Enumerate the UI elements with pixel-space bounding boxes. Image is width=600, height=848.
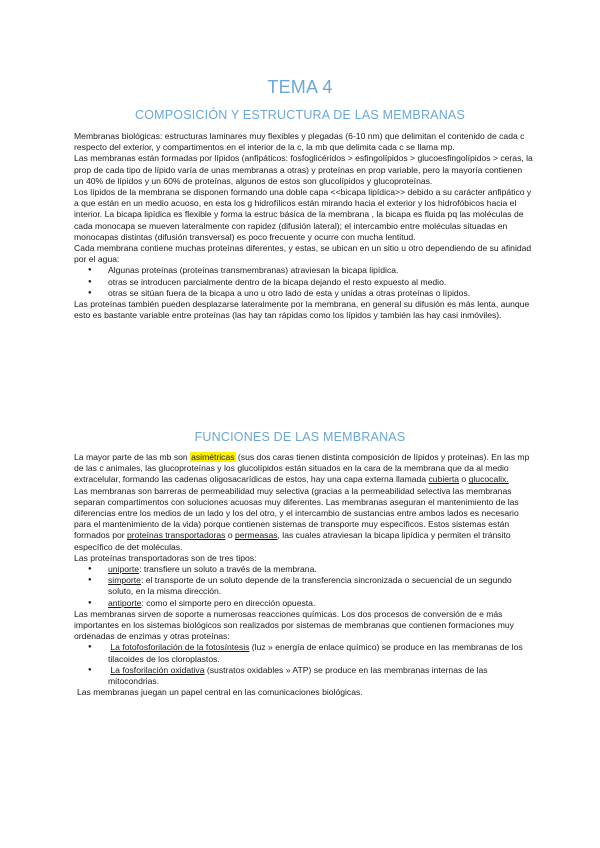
underlined-term: glucocalix. <box>468 474 509 485</box>
paragraph: Las membranas juegan un papel central en las comunicaciones biológicas. <box>77 687 363 698</box>
paragraph: Cada membrana contiene muchas proteínas diferentes, y estas, se ubican en un sitio u otro dependiendo de su afinidad por el agua: <box>74 243 532 265</box>
paragraph: Las membranas son barreras de permeabilidad muy selectiva (gracias a la permeabilidad selectiva las membranas separan compartimentos con soluciones acuosas muy diferentes. Las membranas aseguran el mantenimiento de las diferencias entre los medios de un lado y los del otro, y el intercambio de sustancias entre ambos lados es necesario para el mantenimiento de la vida) porque contienen sistemas de transporte muy específicos. Estos sistemas están formados por proteínas transportadoras o permeasas, las cuales atraviesan la bicapa lipídica y permiten el tránsito específico de det moléculas. <box>74 485 519 552</box>
paragraph: Las proteínas también pueden desplazarse lateralmente por la membrana, en general su difusión es más lenta, aunque esto es bastante variable entre proteínas (las hay tan rápidas como los lípidos y también las hay casi inmóviles). <box>74 299 530 321</box>
page-title: TEMA 4 <box>267 77 333 97</box>
underlined-term: La fotofosforilación de la fotosíntesis <box>110 642 250 653</box>
underlined-term: cubierta <box>428 474 460 485</box>
section-functions-body <box>74 452 534 698</box>
underlined-term: permeasas <box>235 530 278 541</box>
protein-location-list <box>74 265 534 299</box>
list-item: ● otras se introducen parcialmente dentro de la bicapa dejando el resto expuesto al medio. <box>74 277 534 288</box>
highlighted-term: asimétricas <box>191 452 235 462</box>
list-item: ● otras se sitúan fuera de la bicapa a uno u otro lado de esta y unidas a otras proteínas o lípidos. <box>74 288 534 299</box>
paragraph: Los lípidos de la membrana se disponen formando una doble capa <<bicapa lipídica>> debido a su carácter anfipático y a que están en un medio acuoso, en esta los g hidrofílicos están mirando hacia el exterior y los hidrofóbicos hacia el interior. La bicapa lipídica es flexible y forma la estruc básica de la membrana , la bicapa es fluida pq las moléculas de cada monocapa se mueven lateralmente con rapidez (difusión lateral); el intercambio entre moléculas situadas en monocapas distintas (difusión transversal) es poco frecuente y ocurre con mucha lentitud. <box>74 187 532 242</box>
energy-processes-list <box>74 642 534 687</box>
list-item: ● antiporte: como el simporte pero en dirección opuesta. <box>74 598 534 609</box>
underlined-term: proteínas transportadoras <box>127 530 226 541</box>
underlined-term: antiporte <box>108 597 142 608</box>
section-heading-composition: COMPOSICIÓN Y ESTRUCTURA DE LAS MEMBRANAS <box>134 108 466 122</box>
list-item: ● Algunas proteínas (proteínas transmembranas) atraviesan la bicapa lipídica. <box>74 265 534 276</box>
underlined-term: uniporte <box>108 564 140 575</box>
list-item: ● uniporte: transfiere un soluto a través de la membrana. <box>74 564 534 575</box>
paragraph: La mayor parte de las mb son asimétricas (sus dos caras tienen distinta composición de lípidos y proteínas). En las mp de las c animales, las glucoproteínas y los glucolípidos están situados en la cara de la membrana que da al medio extracelular, formando las cadenas oligosacarídicas de estos, hay una capa externa llamada cubierta o glucocalix. <box>74 452 530 485</box>
section-composition-body <box>74 131 534 321</box>
underlined-term: La fosforilación oxidativa <box>110 664 205 675</box>
list-item: ● La fosforilación oxidativa (sustratos oxidables » ATP) se produce en las membranas internas de las mitocondrias. <box>74 665 534 687</box>
underlined-term: simporte <box>108 575 141 586</box>
section-heading-functions: FUNCIONES DE LAS MEMBRANAS <box>194 430 406 444</box>
paragraph: Las membranas sirven de soporte a numerosas reacciones químicas. Los dos procesos de conversión de e más importantes en los sistemas biológicos son realizados por sistemas de membranas que contienen formaciones muy ordenadas de enzimas y otras proteínas: <box>74 608 514 642</box>
transporter-types-list <box>74 564 534 609</box>
list-item: ● La fotofosforilación de la fotosíntesis (luz » energía de enlace químico) se produce en las membranas de los tilacoides de los cloroplastos. <box>74 642 534 664</box>
paragraph: Las membranas están formadas por lípidos (anfipáticos: fosfoglicéridos > esfingolípidos > glucoesfingolípidos > ceras, la prop de cada tipo de lípido varía de unas membranas a otras) y proteínas en prop variable, pero la mayoría contienen un 40% de lípidos y un 60% de proteínas, algunos de estos son glucolípidos y glucoproteínas. <box>74 153 533 186</box>
paragraph: Membranas biológicas: estructuras laminares muy flexibles y plegadas (6-10 nm) que delimitan el contenido de cada c respecto del exterior, y compartimentos en el interior de la c, la mb que delimita cada c se llama mp. <box>74 131 525 153</box>
paragraph: Las proteínas transportadoras son de tres tipos: <box>74 552 257 563</box>
list-item: ● simporte: el transporte de un soluto depende de la transferencia sincronizada o secuencial de un segundo soluto, en la misma dirección. <box>74 575 534 597</box>
